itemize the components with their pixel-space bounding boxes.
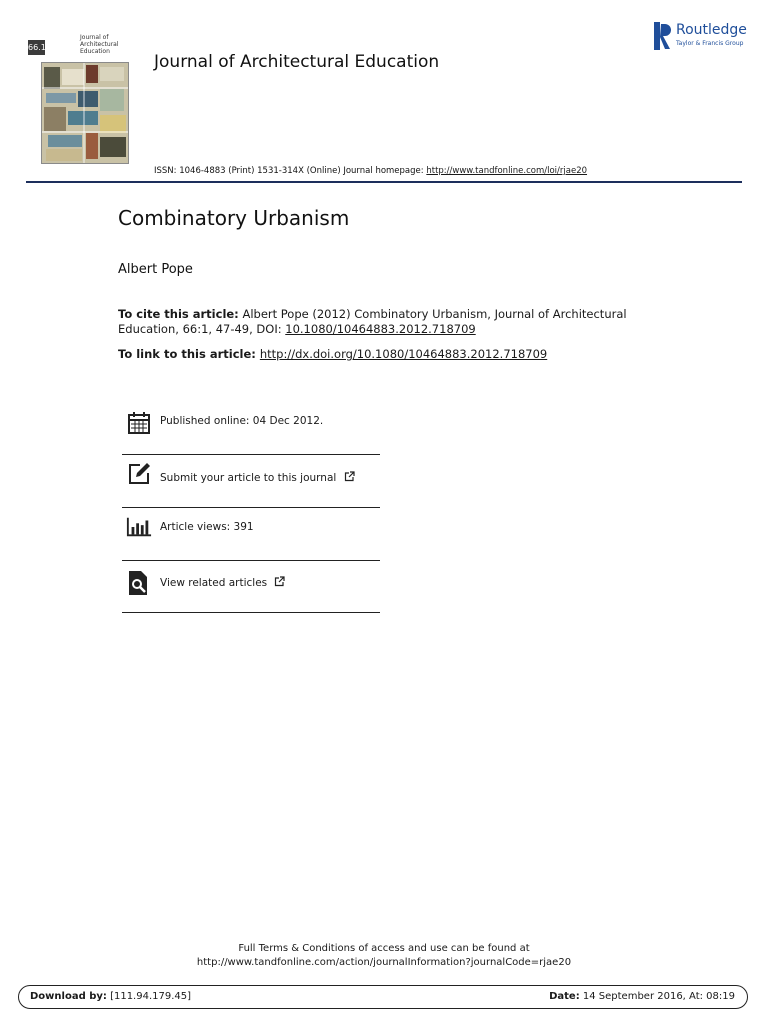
terms-line: Full Terms & Conditions of access and use can be found at	[238, 943, 530, 954]
journal-homepage-link[interactable]: http://www.tandfonline.com/loi/rjae20	[426, 166, 588, 176]
terms-url[interactable]: http://www.tandfonline.com/action/journalInformation?journalCode=rjae20	[196, 957, 572, 968]
related-articles-row[interactable]	[122, 562, 380, 614]
journal-cover	[26, 20, 128, 163]
info-divider	[122, 454, 380, 455]
cover-issue-tab: 66.1	[28, 40, 45, 55]
publisher-tagline: Taylor & Francis Group	[676, 40, 744, 47]
journal-name: Journal of Architectural Education	[154, 52, 440, 72]
cite-text: Albert Pope (2012) Combinatory Urbanism, Journal of Architectural Education, 66:1, 47-49, DOI:	[118, 307, 627, 336]
info-divider	[122, 612, 380, 613]
publisher-name: Routledge	[676, 22, 747, 38]
published-online-text: Published online: 04 Dec 2012.	[160, 415, 324, 427]
article-link-line	[118, 347, 547, 361]
info-divider	[122, 507, 380, 508]
calendar-icon	[126, 410, 152, 436]
edit-icon	[126, 461, 152, 487]
search-document-icon	[126, 570, 152, 596]
article-views-row	[122, 509, 380, 561]
external-link-icon	[344, 471, 355, 482]
citation	[118, 307, 638, 337]
cover-title: Journal of Architectural Education	[80, 34, 119, 55]
submit-article-row[interactable]	[122, 456, 380, 508]
article-author: Albert Pope	[118, 262, 193, 277]
article-title: Combinatory Urbanism	[118, 206, 350, 230]
header-divider	[26, 181, 742, 183]
article-views-text: Article views: 391	[160, 521, 254, 533]
info-divider	[122, 560, 380, 561]
download-date: Date: 14 September 2016, At: 08:19	[549, 991, 735, 1002]
download-by: Download by: [111.94.179.45]	[30, 991, 192, 1002]
bar-chart-icon	[126, 514, 152, 540]
issn-line	[154, 166, 587, 176]
submit-article-link[interactable]: Submit your article to this journal	[160, 471, 355, 484]
cite-label: To cite this article:	[118, 307, 239, 321]
link-label: To link to this article:	[118, 347, 260, 361]
routledge-r-logo-icon	[654, 22, 672, 50]
article-url-link[interactable]: http://dx.doi.org/10.1080/10464883.2012.718709	[259, 347, 548, 361]
cover-illustration	[41, 62, 129, 164]
doi-link[interactable]: 10.1080/10464883.2012.718709	[285, 322, 476, 336]
issn-text: ISSN: 1046-4883 (Print) 1531-314X (Online) Journal homepage:	[154, 166, 427, 176]
terms-notice	[0, 942, 768, 970]
download-info-bar	[18, 985, 748, 1009]
related-articles-link[interactable]: View related articles	[160, 576, 285, 589]
publisher-logo	[654, 22, 750, 52]
published-online-row	[122, 402, 380, 454]
external-link-icon	[274, 576, 285, 587]
